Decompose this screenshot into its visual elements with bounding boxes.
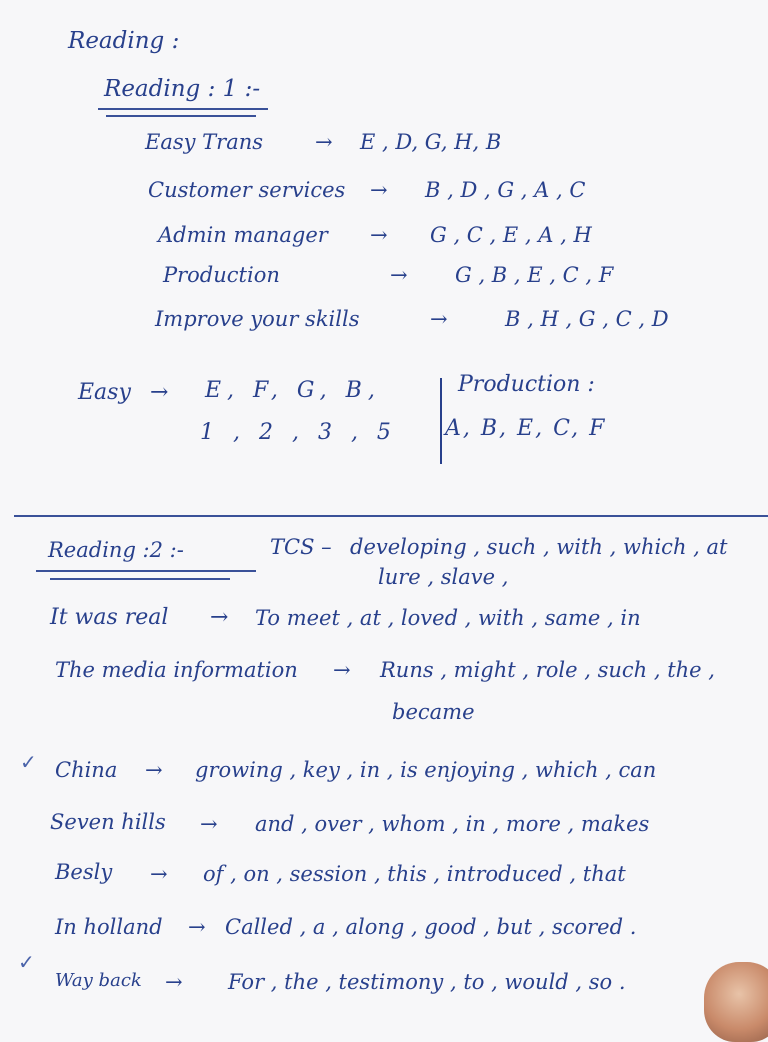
production-label: Production : — [458, 372, 595, 397]
arrow-icon: → — [150, 380, 169, 405]
row-continuation: became — [392, 700, 475, 724]
arrow-icon: → — [430, 307, 448, 331]
row-continuation: lure , slave , — [378, 565, 509, 589]
row-left: Admin manager — [158, 223, 328, 247]
row-right: B , D , G , A , C — [425, 178, 586, 202]
row-left: Improve your skills — [155, 307, 360, 331]
row-right: Called , a , along , good , but , scored . — [225, 915, 637, 939]
row-left: Customer services — [148, 178, 346, 202]
section-divider — [14, 515, 768, 517]
section1-heading: Reading : 1 :- — [104, 76, 261, 102]
row-right: To meet , at , loved , with , same , in — [255, 606, 641, 630]
row-right: and , over , whom , in , more , makes — [255, 812, 650, 836]
production-values: A, B, E, C, F — [445, 416, 607, 441]
arrow-icon: → — [188, 915, 206, 939]
arrow-icon: → — [200, 812, 218, 836]
row-left: Way back — [55, 970, 142, 991]
easy-label: Easy — [78, 380, 131, 405]
row-right: Runs , might , role , such , the , — [380, 658, 715, 682]
row-right: growing , key , in , is enjoying , which , can — [195, 758, 657, 782]
row-right: B , H , G , C , D — [505, 307, 669, 331]
row-right: For , the , testimony , to , would , so . — [228, 970, 626, 994]
row-right: G , C , E , A , H — [430, 223, 592, 247]
row-left: Easy Trans — [145, 130, 264, 154]
section1-heading-underline-2 — [106, 115, 256, 117]
arrow-icon: → — [370, 223, 388, 247]
section2-heading-underline — [36, 570, 256, 572]
arrow-icon: → — [210, 605, 229, 630]
easy-letters: E, F, G, B, — [205, 378, 381, 403]
section1-heading-underline — [98, 108, 268, 110]
arrow-icon: → — [145, 758, 163, 782]
divider-vertical — [440, 378, 442, 464]
row-left: Production — [163, 263, 280, 287]
row-right: G , B , E , C , F — [455, 263, 614, 287]
arrow-icon: → — [370, 178, 388, 202]
thumb-photo-edge — [704, 962, 768, 1042]
checkmark-icon: ✓ — [20, 750, 37, 774]
row-right: developing , such , with , which , at — [350, 535, 728, 559]
checkmark-icon: ✓ — [18, 950, 35, 974]
section2-heading: Reading :2 :- — [48, 538, 184, 562]
row-left: China — [55, 758, 118, 782]
page-title: Reading : — [68, 28, 180, 54]
row-left: Seven hills — [50, 810, 166, 834]
arrow-icon: → — [333, 658, 351, 682]
section2-heading-underline-2 — [50, 578, 230, 580]
arrow-icon: → — [390, 263, 408, 287]
row-right: E , D, G, H, B — [360, 130, 502, 154]
arrow-icon: → — [315, 130, 333, 154]
row-left: In holland — [55, 915, 163, 939]
row-left: TCS – — [270, 535, 332, 559]
row-left: It was real — [50, 605, 169, 630]
arrow-icon: → — [165, 970, 183, 994]
row-right: of , on , session , this , introduced , that — [203, 862, 626, 886]
row-left: Besly — [55, 860, 113, 884]
row-left: The media information — [55, 658, 298, 682]
arrow-icon: → — [150, 862, 168, 886]
easy-numbers: 1 , 2 , 3 , 5 — [200, 420, 397, 445]
